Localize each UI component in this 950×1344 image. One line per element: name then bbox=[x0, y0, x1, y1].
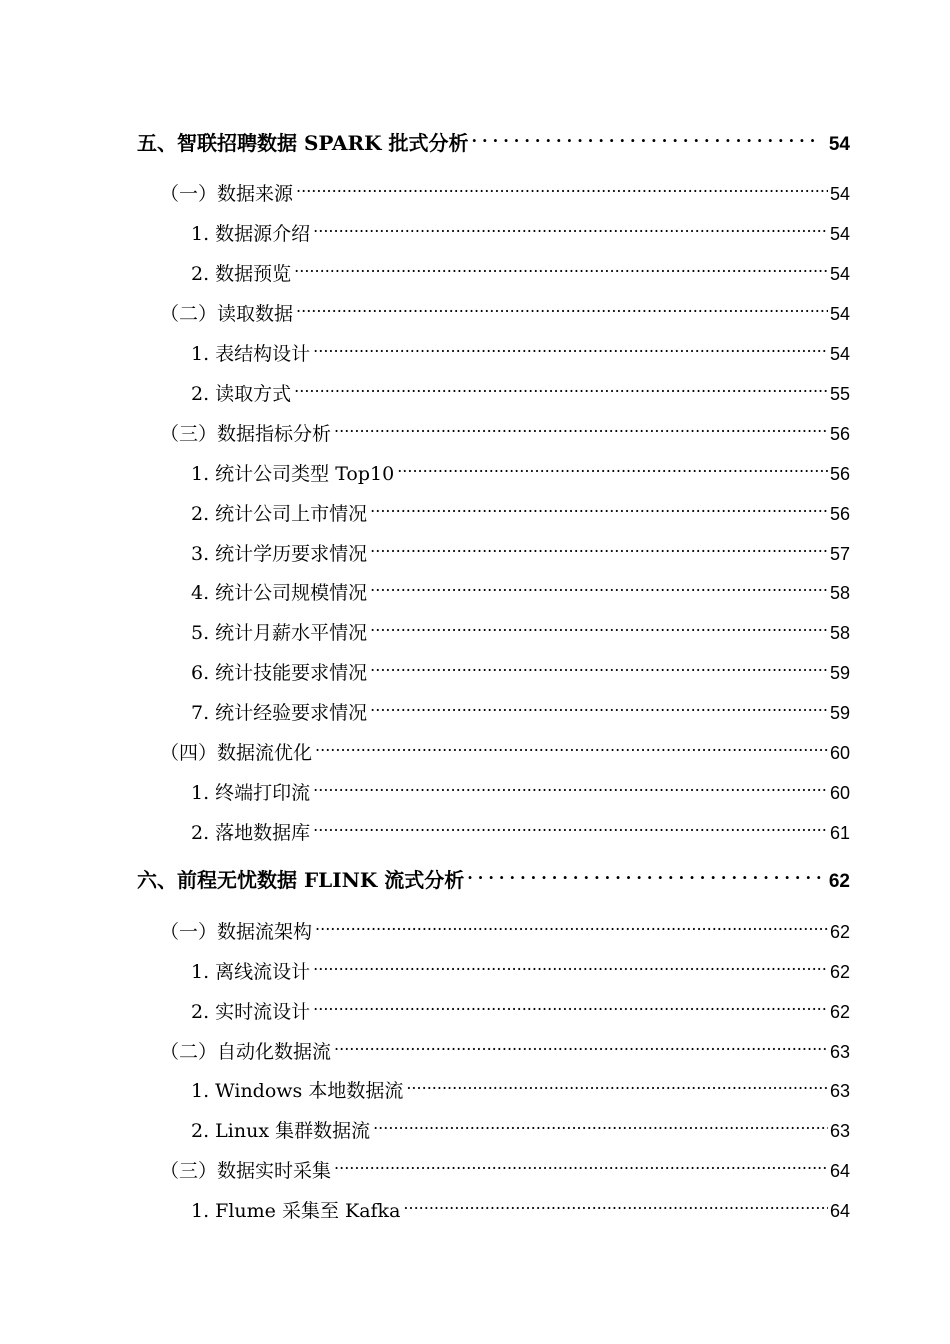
toc-entry[interactable] bbox=[160, 733, 850, 764]
dot-leader bbox=[471, 124, 820, 150]
dot-leader bbox=[370, 573, 828, 599]
toc-entry-page: 55 bbox=[829, 384, 850, 404]
toc-entry-title: 2. Linux 集群数据流 bbox=[191, 1120, 371, 1142]
toc-entry-title: 1. 离线流设计 bbox=[191, 961, 311, 983]
toc-entry-title: （一）数据来源 bbox=[160, 183, 294, 205]
dot-leader bbox=[315, 912, 828, 938]
toc-entry[interactable] bbox=[191, 813, 850, 844]
toc-entry-title: 2. 统计公司上市情况 bbox=[191, 503, 368, 525]
toc-entry[interactable] bbox=[160, 1032, 850, 1063]
toc-entry-title: （二）读取数据 bbox=[160, 303, 294, 325]
toc-entry-page: 59 bbox=[829, 703, 850, 723]
dot-leader bbox=[315, 733, 828, 759]
dot-leader bbox=[313, 813, 828, 839]
toc-entry-page: 56 bbox=[829, 464, 850, 484]
toc-entry-page: 59 bbox=[829, 663, 850, 683]
toc-entry-page: 54 bbox=[829, 184, 850, 204]
toc-entry[interactable] bbox=[191, 1191, 850, 1222]
toc-entry[interactable] bbox=[191, 693, 850, 724]
dot-leader bbox=[373, 1111, 828, 1137]
dot-leader bbox=[313, 992, 828, 1018]
toc-entry[interactable] bbox=[191, 773, 850, 804]
toc-entry[interactable] bbox=[191, 613, 850, 644]
toc-entry-page: 63 bbox=[829, 1042, 850, 1062]
toc-entry-title: 2. 实时流设计 bbox=[191, 1001, 311, 1023]
toc-entry-title: （一）数据流架构 bbox=[160, 921, 313, 943]
toc-entry[interactable] bbox=[160, 1151, 850, 1182]
toc-entry[interactable] bbox=[160, 294, 850, 325]
dot-leader bbox=[403, 1191, 828, 1217]
toc-entry-title: 1. Flume 采集至 Kafka bbox=[191, 1200, 401, 1222]
dot-leader bbox=[370, 534, 828, 560]
toc-entry[interactable] bbox=[160, 174, 850, 205]
toc-entry-title: 1. Windows 本地数据流 bbox=[191, 1080, 404, 1102]
dot-leader bbox=[334, 1151, 828, 1177]
toc-entry[interactable] bbox=[191, 214, 850, 245]
toc-entry-title: 3. 统计学历要求情况 bbox=[191, 543, 368, 565]
toc-entry-page: 60 bbox=[829, 743, 850, 763]
toc-entry-title: 5. 统计月薪水平情况 bbox=[191, 622, 368, 644]
toc-entry-title: 五、智联招聘数据 SPARK 批式分析 bbox=[137, 131, 469, 155]
toc-entry-page: 61 bbox=[829, 823, 850, 843]
toc-entry-page: 62 bbox=[829, 922, 850, 942]
dot-leader bbox=[370, 693, 828, 719]
toc-entry[interactable] bbox=[160, 414, 850, 445]
toc-entry-title: 2. 读取方式 bbox=[191, 383, 292, 405]
dot-leader bbox=[370, 653, 828, 679]
toc-entry-title: 4. 统计公司规模情况 bbox=[191, 582, 368, 604]
toc-entry[interactable] bbox=[191, 653, 850, 684]
toc-entry-page: 56 bbox=[829, 504, 850, 524]
dot-leader bbox=[334, 1032, 828, 1058]
toc-entry-title: 2. 落地数据库 bbox=[191, 822, 311, 844]
toc-entry[interactable] bbox=[160, 912, 850, 943]
toc-entry[interactable] bbox=[191, 1111, 850, 1142]
toc-entry-title: （三）数据实时采集 bbox=[160, 1160, 332, 1182]
toc-entry-page: 54 bbox=[828, 134, 850, 155]
toc-entry[interactable] bbox=[191, 952, 850, 983]
dot-leader bbox=[313, 214, 828, 240]
dot-leader bbox=[334, 414, 828, 440]
toc-entry-page: 62 bbox=[829, 962, 850, 982]
toc-entry-page: 56 bbox=[829, 424, 850, 444]
toc-entry-page: 54 bbox=[829, 304, 850, 324]
toc-entry-page: 58 bbox=[829, 583, 850, 603]
toc-entry[interactable] bbox=[191, 573, 850, 604]
dot-leader bbox=[313, 952, 828, 978]
toc-entry-title: 1. 终端打印流 bbox=[191, 782, 311, 804]
toc-entry-title: （三）数据指标分析 bbox=[160, 423, 332, 445]
toc-entry[interactable] bbox=[191, 534, 850, 565]
toc-entry-page: 64 bbox=[829, 1201, 850, 1221]
dot-leader bbox=[313, 334, 828, 360]
toc-entry[interactable] bbox=[191, 494, 850, 525]
toc-entry-page: 54 bbox=[829, 224, 850, 244]
toc-entry-page: 63 bbox=[829, 1081, 850, 1101]
toc-entry-page: 62 bbox=[828, 871, 850, 892]
dot-leader bbox=[370, 494, 828, 520]
toc-entry-title: 7. 统计经验要求情况 bbox=[191, 702, 368, 724]
toc-entry-title: （二）自动化数据流 bbox=[160, 1041, 332, 1063]
toc-entry-chapter-5[interactable] bbox=[137, 124, 850, 155]
toc-entry[interactable] bbox=[191, 374, 850, 405]
toc-entry-title: 6. 统计技能要求情况 bbox=[191, 662, 368, 684]
dot-leader bbox=[294, 374, 828, 400]
toc-entry-page: 62 bbox=[829, 1002, 850, 1022]
toc-entry-title: 六、前程无忧数据 FLINK 流式分析 bbox=[137, 868, 465, 892]
toc-entry-chapter-6[interactable] bbox=[137, 861, 850, 892]
dot-leader bbox=[467, 861, 821, 887]
toc-entry-page: 63 bbox=[829, 1121, 850, 1141]
toc-entry[interactable] bbox=[191, 454, 850, 485]
toc-entry-page: 57 bbox=[829, 544, 850, 564]
toc-entry-page: 64 bbox=[829, 1161, 850, 1181]
dot-leader bbox=[406, 1071, 828, 1097]
toc-entry-title: 1. 表结构设计 bbox=[191, 343, 311, 365]
dot-leader bbox=[296, 294, 828, 320]
toc-entry-page: 60 bbox=[829, 783, 850, 803]
dot-leader bbox=[370, 613, 828, 639]
toc-entry-page: 54 bbox=[829, 264, 850, 284]
dot-leader bbox=[397, 454, 828, 480]
toc-entry[interactable] bbox=[191, 1071, 850, 1102]
toc-entry[interactable] bbox=[191, 334, 850, 365]
toc-entry-title: 2. 数据预览 bbox=[191, 263, 292, 285]
dot-leader bbox=[313, 773, 828, 799]
dot-leader bbox=[294, 254, 828, 280]
toc-entry-page: 54 bbox=[829, 344, 850, 364]
toc-entry[interactable] bbox=[191, 992, 850, 1023]
dot-leader bbox=[296, 174, 828, 200]
toc-entry-title: 1. 统计公司类型 Top10 bbox=[191, 463, 395, 485]
toc-entry-title: 1. 数据源介绍 bbox=[191, 223, 311, 245]
toc-entry-page: 58 bbox=[829, 623, 850, 643]
toc-entry[interactable] bbox=[191, 254, 850, 285]
toc-entry-title: （四）数据流优化 bbox=[160, 742, 313, 764]
